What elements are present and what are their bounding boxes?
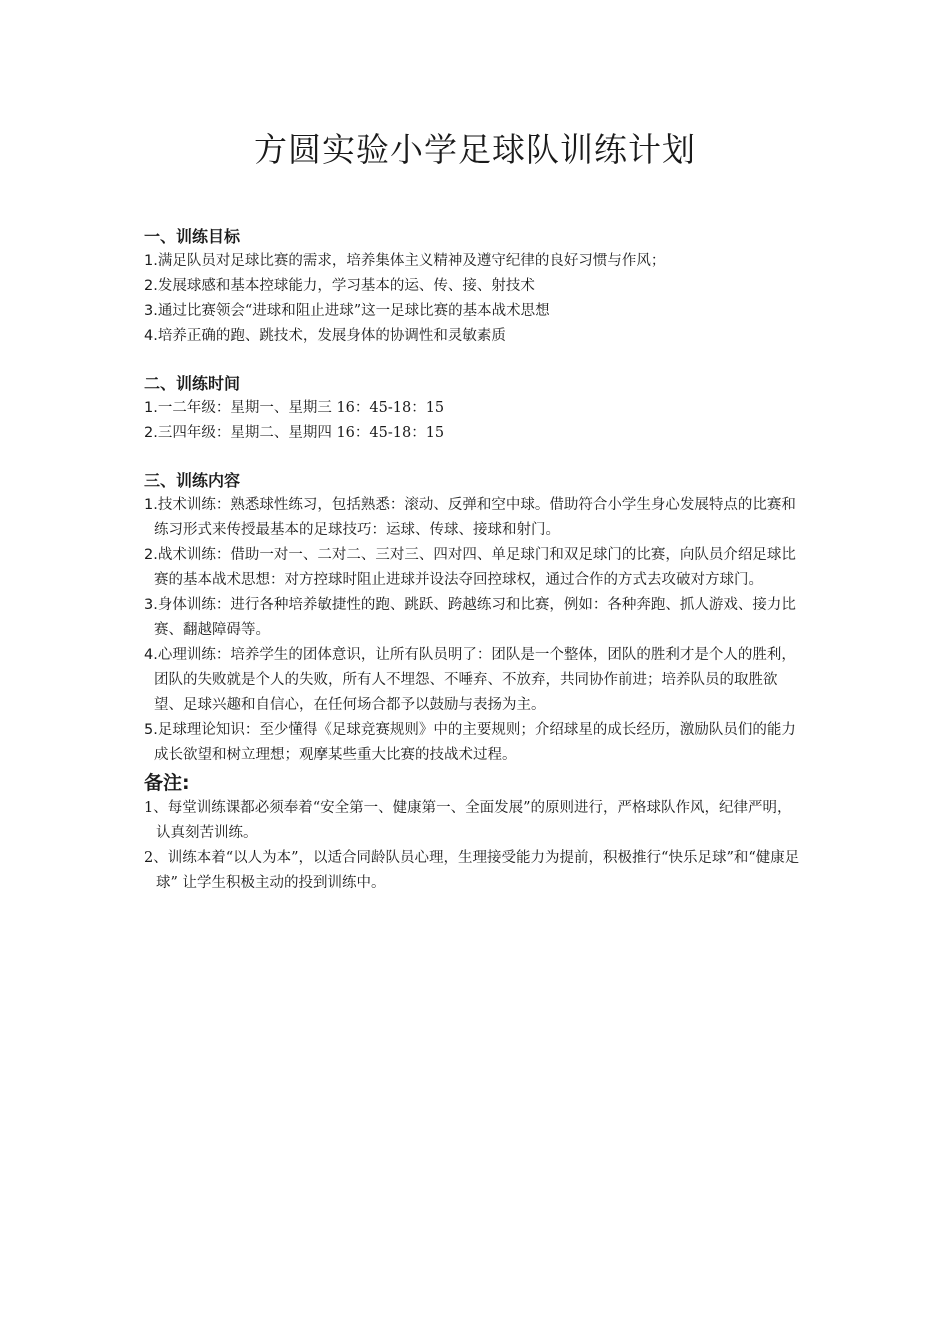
item-number: 1、 (144, 800, 168, 816)
item-text: 每堂训练课都必须奉着“安全第一、健康第一、全面发展”的原则进行，严格球队作风，纪律严明，认真刻苦训练。 (156, 800, 792, 841)
item-text: 满足队员对足球比赛的需求，培养集体主义精神及遵守纪律的良好习惯与作风； (157, 253, 666, 269)
item-number: 3. (144, 303, 158, 319)
item-number: 2. (144, 278, 158, 294)
item-number: 4. (144, 328, 158, 344)
section-heading: 二、训练时间 (144, 374, 241, 393)
item-number: 3. (144, 597, 158, 613)
item-text: 训练本着“以人为本”，以适合同龄队员心理，生理接受能力为提前，积极推行“快乐足球”和“健康足球” 让学生积极主动的投到训练中。 (156, 850, 800, 891)
item-text: 培养正确的跑、跳技术，发展身体的协调性和灵敏素质 (157, 328, 506, 344)
item-text: 三四年级：星期二、星期四 16：45-18：15 (157, 425, 445, 441)
item-text: 足球理论知识：至少懂得《足球竞赛规则》中的主要规则；介绍球星的成长经历，激励队员们的能力成长欲望和树立理想；观摩某些重大比赛的技战术过程。 (154, 722, 796, 763)
item-text: 一二年级：星期一、星期三 16：45-18：15 (157, 400, 445, 416)
item-text: 心理训练：培养学生的团体意识，让所有队员明了：团队是一个整体，团队的胜利才是个人的胜利，团队的失败就是个人的失败，所有人不埋怨、不唾弃、不放弃，共同协作前进；培养队员的取胜欲望、足球兴趣和自信心，在任何场合都予以鼓励与表扬为主。 (154, 647, 796, 713)
item-number: 4. (144, 647, 158, 663)
list-item (144, 493, 806, 543)
item-text: 通过比赛领会“进球和阻止进球”这一足球比赛的基本战术思想 (157, 303, 550, 319)
item-number: 1. (144, 400, 158, 416)
note-item (144, 846, 806, 896)
item-number: 5. (144, 722, 158, 738)
section-training-goals (144, 224, 806, 349)
item-text: 发展球感和基本控球能力，学习基本的运、传、接、射技术 (157, 278, 535, 294)
list-item (144, 543, 806, 593)
section-heading: 一、训练目标 (144, 227, 241, 246)
notes-heading: 备注: (144, 772, 190, 794)
list-item (144, 718, 806, 768)
note-item (144, 796, 806, 846)
list-item (144, 324, 806, 349)
list-item (144, 643, 806, 718)
list-item (144, 421, 806, 446)
section-heading: 三、训练内容 (144, 471, 241, 490)
list-item (144, 593, 806, 643)
item-number: 2. (144, 425, 158, 441)
item-text: 身体训练：进行各种培养敏捷性的跑、跳跃、跨越练习和比赛，例如：各种奔跑、抓人游戏、接力比赛、翻越障碍等。 (154, 597, 796, 638)
list-item (144, 396, 806, 421)
item-number: 1. (144, 497, 158, 513)
section-notes (144, 770, 806, 896)
item-number: 2. (144, 547, 158, 563)
section-training-content (144, 468, 806, 768)
item-text: 战术训练：借助一对一、二对二、三对三、四对四、单足球门和双足球门的比赛，向队员介绍足球比赛的基本战术思想：对方控球时阻止进球并设法夺回控球权，通过合作的方式去攻破对方球门。 (154, 547, 796, 588)
document-title: 方圆实验小学足球队训练计划 (254, 130, 696, 169)
list-item (144, 274, 806, 299)
list-item (144, 299, 806, 324)
section-training-time (144, 371, 806, 446)
item-number: 2、 (144, 850, 168, 866)
item-number: 1. (144, 253, 158, 269)
item-text: 技术训练：熟悉球性练习，包括熟悉：滚动、反弹和空中球。借助符合小学生身心发展特点的比赛和练习形式来传授最基本的足球技巧：运球、传球、接球和射门。 (154, 497, 796, 538)
list-item (144, 249, 806, 274)
